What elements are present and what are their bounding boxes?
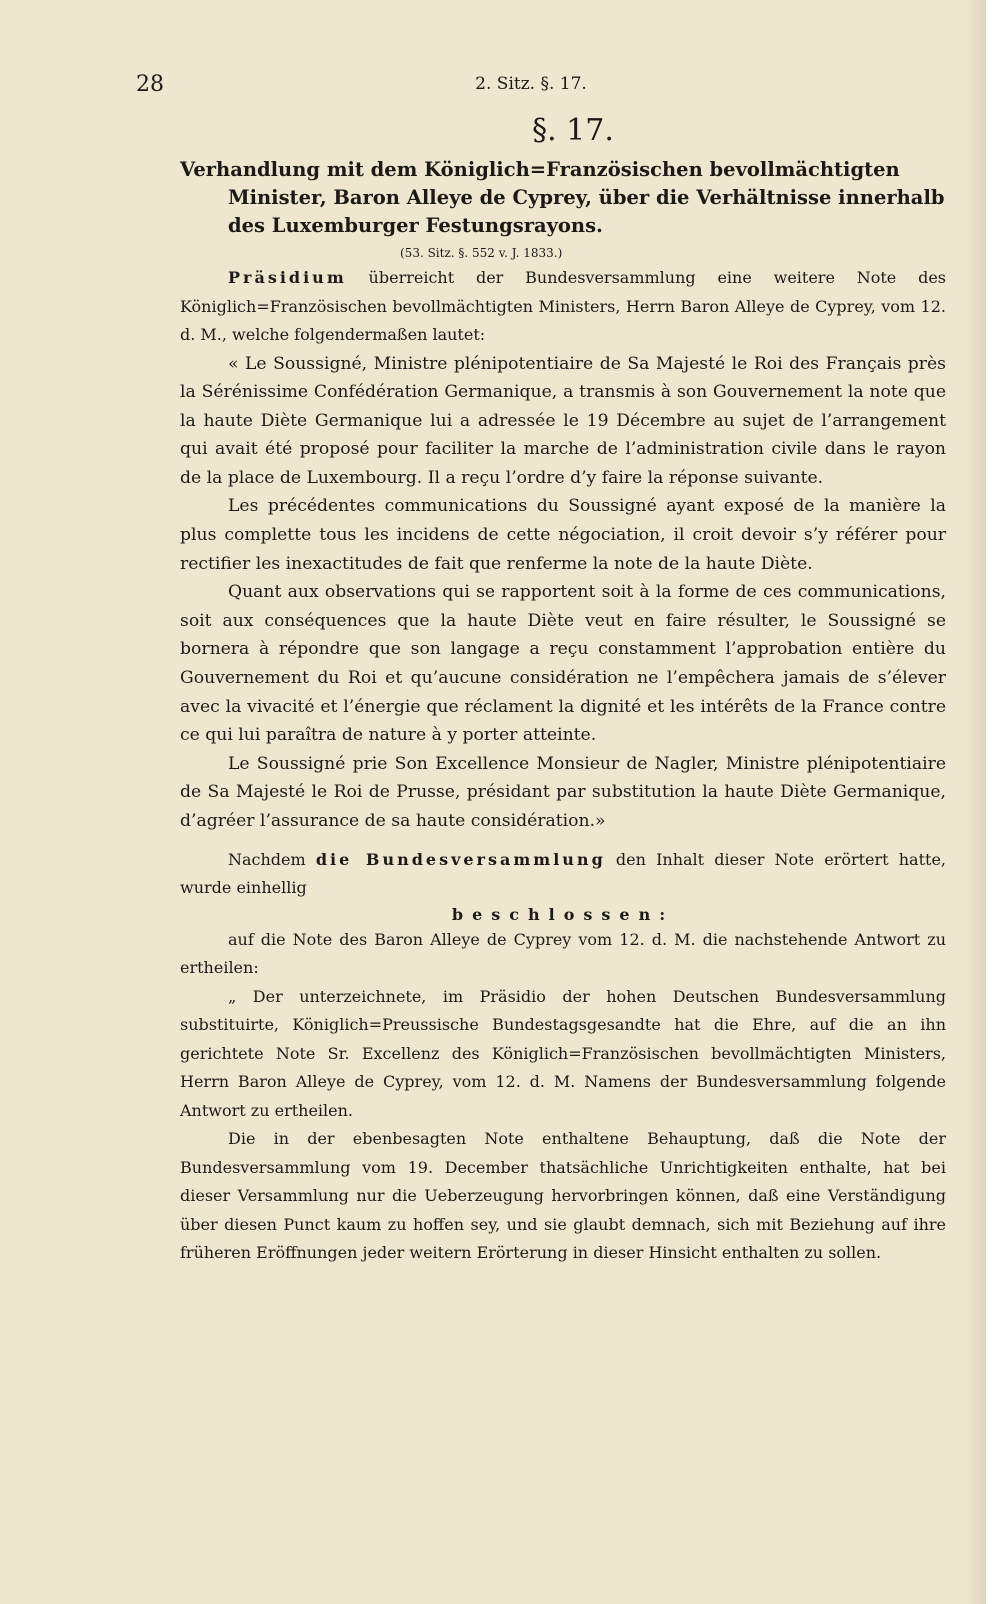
section-number: §. 17. xyxy=(532,113,614,148)
beschlossen-label: beschlossen: xyxy=(451,904,675,924)
intro-paragraph xyxy=(180,264,946,350)
page-number: 28 xyxy=(136,72,164,97)
resolution-paragraph xyxy=(180,846,946,903)
running-title: 2. Sitz. §. 17. xyxy=(475,74,587,94)
decision-paragraph: auf die Note des Baron Alleye de Cyprey vom 12. d. M. die nachstehende Antwort zu ertheilen: xyxy=(180,929,946,978)
french-note-paragraph-2: Les précédentes communications du Soussigné ayant exposé de la manière la plus complette tous les incidens de cette négociation, il croit devoir s’y référer pour rectifier les inexactitudes de fait que renferme la note de la haute Diète. xyxy=(180,496,946,574)
resolution-pre: Nachdem xyxy=(228,849,316,869)
french-note-paragraph-1: « Le Soussigné, Ministre plénipotentiaire de Sa Majesté le Roi des Français près la Sérénissime Confédération Germanique, a transmis à son Gouvernement la note que la haute Diète Germanique lui a adressée le 19 Décembre au sujet de l’arrangement qui avait été proposé pour faciliter la marche de l’administration civile dans le rayon de la place de Luxembourg. Il a reçu l’ordre d’y faire la réponse suivante. xyxy=(180,353,946,488)
resolution-spaced: die Bundesversammlung xyxy=(315,849,606,869)
intro-text: überreicht der Bundesversammlung eine weitere Note des Königlich=Französischen bevollmächtigten Ministers, Herrn Baron Alleye de Cyprey, vom 12. d. M., welche folgendermaßen lautet: xyxy=(180,268,946,344)
german-answer xyxy=(180,983,946,1268)
section-heading: Verhandlung mit dem Königlich=Französischen bevollmächtigten Minister, Baron Alleye de Cyprey, über die Verhältnisse innerhalb des Luxemburger Festungsrayons. xyxy=(180,158,945,237)
page-content xyxy=(180,113,946,1268)
french-note xyxy=(180,350,946,836)
resolution-post: den Inhalt dieser Note erörtert hatte, wurde einhellig xyxy=(180,849,946,898)
page-edge-shadow xyxy=(966,0,986,1604)
section-reference: (53. Sitz. §. 552 v. J. 1833.) xyxy=(400,246,563,260)
intro-lead: Präsidium xyxy=(228,268,347,287)
french-note-paragraph-4: Le Soussigné prie Son Excellence Monsieur de Nagler, Ministre plénipotentiaire de Sa Majesté le Roi de Prusse, présidant par substitution la haute Diète Germanique, d’agréer l’assurance de sa haute considération.» xyxy=(180,753,946,831)
running-head xyxy=(116,72,946,102)
french-note-paragraph-3: Quant aux observations qui se rapportent soit à la forme de ces communications, soit aux conséquences que la haute Diète veut en faire résulter, le Soussigné se bornera à répondre que son langage a reçu constamment l’approbation entière du Gouvernement du Roi et qu’aucune considération ne l’empêchera jamais de s’élever avec la vivacité et l’énergie que réclament la dignité et les intérêts de la France contre ce qui lui paraîtra de nature à y porter atteinte. xyxy=(180,582,946,746)
german-answer-paragraph-1: „ Der unterzeichnete, im Präsidio der hohen Deutschen Bundesversammlung substituirte, Königlich=Preussische Bundestagsgesandte hat die Ehre, auf die an ihn gerichtete Note Sr. Excellenz des Königlich=Französischen bevollmächtigten Ministers, Herrn Baron Alleye de Cyprey, vom 12. d. M. Namens der Bundesversammlung folgende Antwort zu ertheilen. xyxy=(180,986,946,1120)
german-answer-paragraph-2: Die in der ebenbesagten Note enthaltene Behauptung, daß die Note der Bundesversammlung vom 19. December thatsächliche Unrichtigkeiten enthalte, hat bei dieser Versammlung nur die Ueberzeugung hervorbringen können, daß eine Verständigung über diesen Punct kaum zu hoffen sey, und sie glaubt demnach, sich mit Beziehung auf ihre früheren Eröffnungen jeder weitern Erörterung in dieser Hinsicht enthalten zu sollen. xyxy=(180,1129,946,1263)
